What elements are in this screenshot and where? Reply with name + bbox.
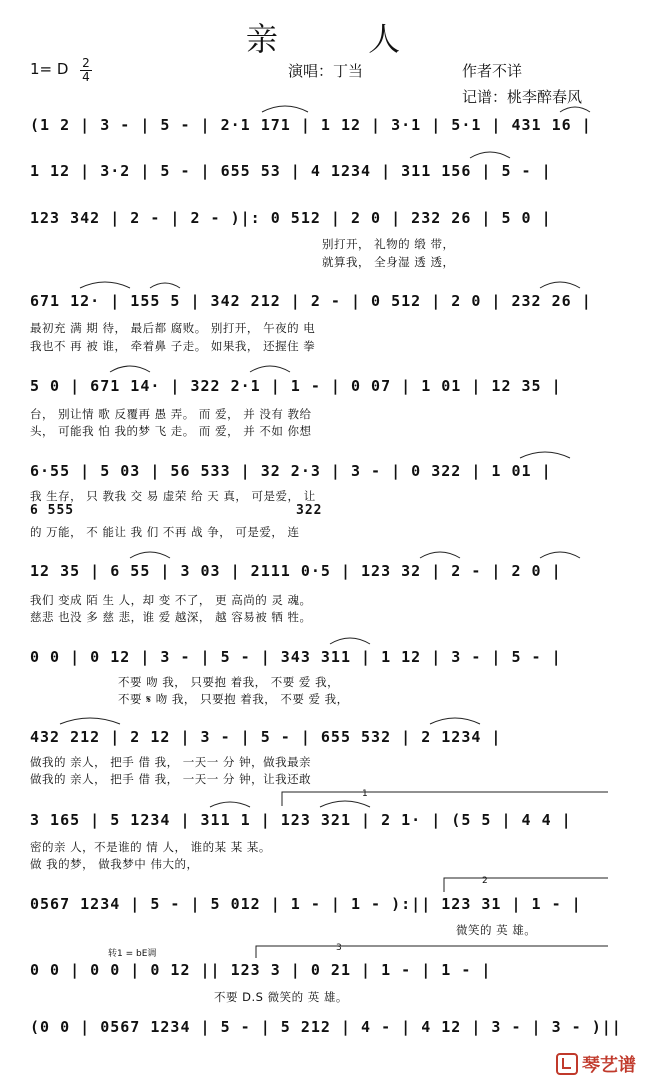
lyrics-row-5-verse-1: 台， 别让情 歌 反覆再 愚 弄。 而 爱， 并 没有 教给 (30, 407, 312, 421)
volta-1-label: 1 (362, 789, 368, 799)
time-denominator: 4 (82, 70, 90, 84)
volta-2-label: 2 (482, 876, 488, 886)
song-title: 亲 人 (245, 20, 441, 58)
lyrics-row-10-verse-1: 密的亲 人，不是谁的 情 人， 谁的某 某 某。 (30, 840, 271, 854)
notation-row-4: 671 12· | 155 5 | 342 212 | 2 - | 0 512 | 2 0 | 232 26 | (30, 292, 592, 310)
slur-17 (320, 801, 370, 807)
slur-6 (540, 282, 580, 288)
notation-row-1: (1 2 | 3 - | 5 - | 2·1 171 | 1 12 | 3·1 | 5·1 | 431 16 | (30, 116, 592, 134)
slur-14 (60, 718, 120, 724)
slur-15 (430, 718, 480, 724)
lyrics-row-4-verse-1: 最初充 满 期 待， 最后都 腐败。 别打开， 午夜的 电 (30, 321, 316, 335)
notation-row-8: 0 0 | 0 12 | 3 - | 5 - | 343 311 | 1 12 | 3 - | 5 - | (30, 648, 562, 666)
lyrics-row-5-verse-2: 头， 可能我 怕 我的梦 飞 走。 而 爱， 并 不如 你想 (30, 424, 312, 438)
lyrics-row-4-verse-2: 我也不 再 被 谁， 牵着鼻 子走。 如果我， 还握住 拳 (30, 339, 316, 353)
lyrics-row-10-verse-2: 做 我的梦， 做我梦中 伟大的， (30, 857, 199, 871)
lyrics-row-3-verse-2: 就算我， 全身湿 透 透， (322, 255, 455, 269)
volta-3-label: 3 (336, 943, 342, 953)
lyrics-row-9-verse-1: 做我的 亲人， 把手 借 我， 一天一 分 钟，做我最亲 (30, 755, 312, 769)
notation-row-7: 12 35 | 6 55 | 3 03 | 2111 0·5 | 123 32 | 2 - | 2 0 | (30, 562, 562, 580)
singer: 演唱：丁当 (288, 62, 364, 80)
slur-4 (80, 282, 130, 288)
lyrics-row-8-verse-1: 不要 吻 我， 只要抱 着我， 不要 爱 我， (118, 675, 340, 689)
slur-7 (110, 366, 150, 372)
notation-row-2: 1 12 | 3·2 | 5 - | 655 53 | 4 1234 | 311 156 | 5 - | (30, 162, 552, 180)
slur-3 (470, 152, 510, 158)
slur-2 (560, 107, 590, 112)
modulation-label: 转1 = bE调 (108, 949, 157, 959)
slur-5 (150, 283, 180, 288)
slur-1 (262, 106, 308, 112)
key-signature: 1= D (30, 60, 69, 78)
lyrics-row-6-verse-2: 的 万能， 不 能让 我 们 不再 战 争， 可是爱， 连 (30, 525, 300, 539)
transcriber: 记谱：桃李醉春风 (462, 88, 583, 106)
slur-11 (420, 552, 460, 558)
music-brand-icon (556, 1053, 578, 1075)
notation-row-5: 5 0 | 671 14· | 322 2·1 | 1 - | 0 07 | 1 01 | 12 35 | (30, 377, 562, 395)
lyrics-row-3-verse-1: 别打开， 礼物的 缎 带， (322, 237, 455, 251)
notation-row-10: 3 165 | 5 1234 | 311 1 | 123 321 | 2 1· | (5 5 | 4 4 | (30, 811, 572, 829)
volta-2-bracket (444, 878, 608, 892)
brand-logo (556, 1051, 636, 1077)
slur-16 (210, 802, 250, 807)
lyrics-row-11: 微笑的 英 雄。 (456, 923, 537, 937)
notation-row-3: 123 342 | 2 - | 2 - )|: 0 512 | 2 0 | 232 26 | 5 0 | (30, 209, 552, 227)
slur-10 (130, 552, 170, 558)
notation-row-9: 432 212 | 2 12 | 3 - | 5 - | 655 532 | 2 1234 | (30, 728, 502, 746)
composer: 作者不详 (462, 62, 523, 80)
notation-row-6: 6·55 | 5 03 | 56 533 | 32 2·3 | 3 - | 0 322 | 1 01 | (30, 462, 552, 480)
time-signature (80, 58, 92, 83)
notation-row-11: 0567 1234 | 5 - | 5 012 | 1 - | 1 - ):|| 123 31 | 1 - | (30, 895, 582, 913)
time-numerator: 2 (82, 56, 90, 70)
slur-9 (520, 452, 570, 458)
brand-name: 琴艺谱 (582, 1055, 636, 1076)
slur-12 (540, 552, 580, 558)
lyrics-row-8-verse-2: 不要 𝄋 吻 我， 只要抱 着我， 不要 爱 我， (118, 692, 349, 706)
volta-1-bracket (282, 792, 608, 806)
notation-row-13: (0 0 | 0567 1234 | 5 - | 5 212 | 4 - | 4 12 | 3 - | 3 - )|| (30, 1018, 622, 1036)
volta-3-bracket (256, 946, 608, 958)
lyrics-row-7-verse-2: 慈悲 也没 多 慈 悲，谁 爱 越深， 越 容易被 牺 牲。 (30, 610, 312, 624)
lyrics-row-7-verse-1: 我们 变成 陌 生 人，却 变 不了， 更 高尚的 灵 魂。 (30, 593, 312, 607)
lyrics-row-9-verse-2: 做我的 亲人， 把手 借 我， 一天一 分 钟，让我还敢 (30, 772, 312, 786)
lyrics-row-6-verse-1: 我 生存， 只 教我 交 易 虚荣 给 天 真， 可是爱， 让 (30, 489, 316, 503)
alt-notes-row-6-a: 6 555 (30, 503, 75, 518)
slur-13 (330, 638, 370, 644)
alt-notes-row-6-b: 322 (296, 503, 323, 518)
slur-8 (250, 366, 290, 372)
notation-row-12: 0 0 | 0 0 | 0 12 || 123 3 | 0 21 | 1 - | 1 - | (30, 961, 492, 979)
lyrics-row-12: 不要 D.S 微笑的 英 雄。 (214, 990, 348, 1004)
